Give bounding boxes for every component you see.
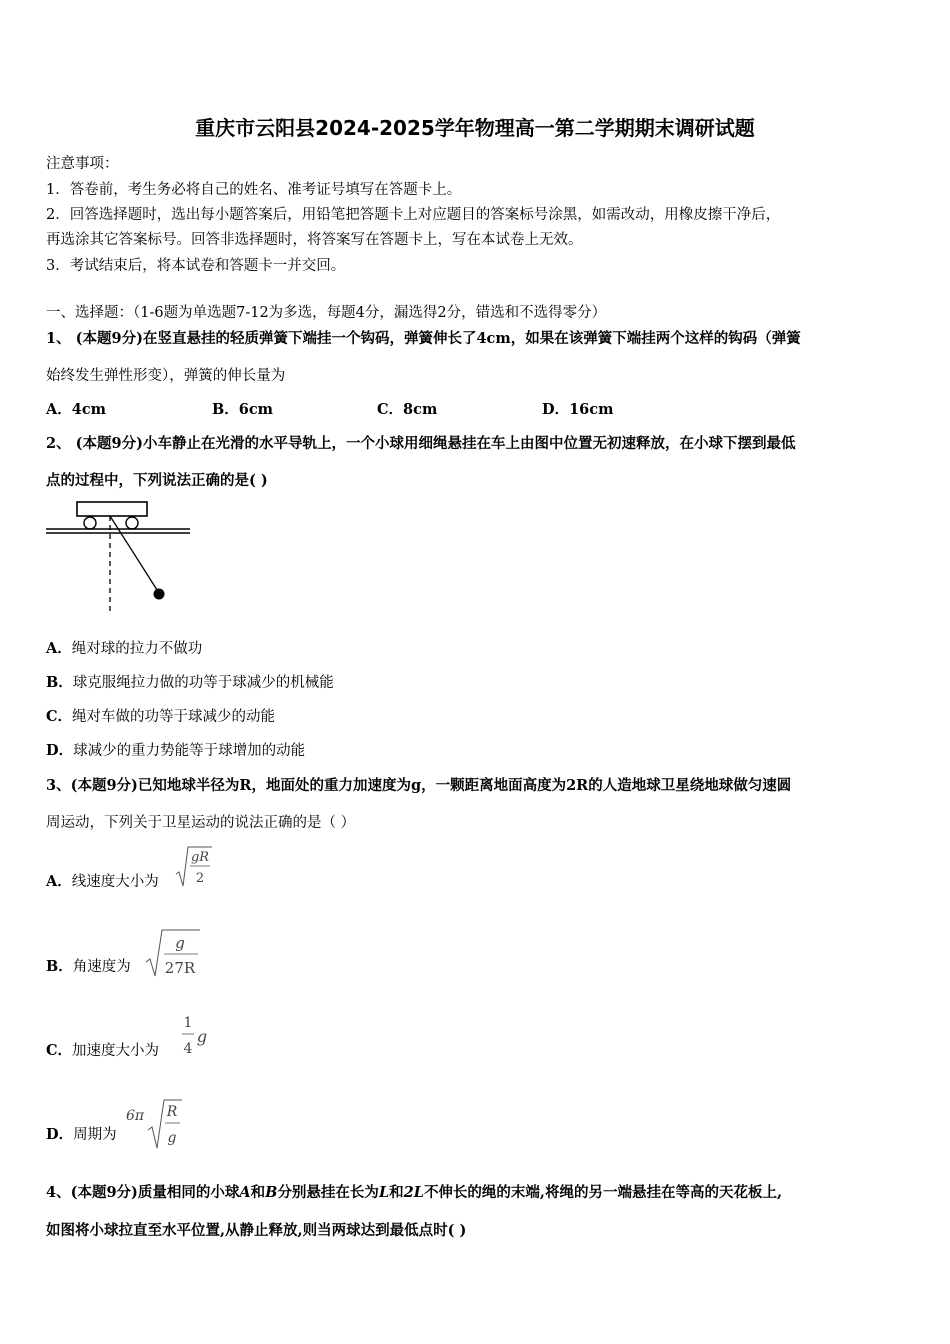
cart-body: [77, 502, 147, 516]
formula-sqrt-gR-over-2: [174, 844, 214, 890]
q1-option-b: B．6cm: [212, 401, 274, 418]
notice-item: 再选涂其它答案标号。回答非选择题时，将答案写在答题卡上，写在本试卷上无效。: [46, 232, 583, 248]
coefficient: 6π: [126, 1108, 145, 1124]
question-2-line2: 点的过程中，下列说法正确的是( ): [46, 472, 268, 489]
question-2-line1: 2、 (本题9分)小车静止在光滑的水平导轨上，一个小球用细绳悬挂在车上由图中位置无初速释放，在小球下摆到最低: [46, 435, 796, 452]
cart-wheel: [126, 517, 138, 529]
page-title: 重庆市云阳县2024-2025学年物理高一第二学期期末调研试题: [195, 116, 755, 140]
notice-item: 3．考试结束后，将本试卷和答题卡一并交回。: [46, 258, 346, 274]
q3-option-b: B．角速度为: [46, 958, 131, 975]
denominator: 27R: [164, 959, 196, 977]
g-symbol: g: [196, 1027, 208, 1046]
q1-option-a: A．4cm: [46, 401, 107, 418]
q2-option-a: A．绳对球的拉力不做功: [46, 640, 203, 657]
numerator: 1: [183, 1015, 193, 1031]
numerator: g: [175, 934, 185, 952]
notice-item: 2．回答选择题时，选出每小题答案后，用铅笔把答题卡上对应题目的答案标号涂黑，如需改动，用橡皮擦干净后，: [46, 207, 781, 223]
q3-option-a: A．线速度大小为: [46, 873, 159, 890]
q2-option-c: C．绳对车做的功等于球减少的动能: [46, 708, 276, 725]
string: [110, 516, 159, 593]
q1-option-c: C．8cm: [377, 401, 438, 418]
numerator: gR: [190, 850, 210, 865]
formula-6pi-sqrt-R-over-g: [124, 1096, 184, 1152]
q3-option-d: D．周期为: [46, 1126, 117, 1143]
denominator: 2: [195, 871, 205, 886]
q1-option-d: D．16cm: [542, 401, 614, 418]
question-3-line1: 3、(本题9分)已知地球半径为R，地面处的重力加速度为g，一颗距离地面高度为2R的人造地球卫星绕地球做匀速圆: [46, 777, 792, 794]
cart-pendulum-figure: [44, 498, 194, 618]
q3-option-c: C．加速度大小为: [46, 1042, 160, 1059]
question-1-line2: 始终发生弹性形变），弹簧的伸长量为: [46, 368, 286, 384]
section-heading: 一、选择题：（1-6题为单选题7-12为多选，每题4分，漏选得2分，错选和不选得零分）: [46, 305, 607, 321]
numerator: R: [166, 1104, 178, 1120]
notice-item: 1．答卷前，考生务必将自己的姓名、准考证号填写在答题卡上。: [46, 182, 462, 198]
question-4-line1: 4、(本题9分)质量相同的小球A和B分别悬挂在长为L和2L不伸长的绳的末端,将绳的另一端悬挂在等高的天花板上,: [46, 1184, 783, 1201]
formula-quarter-g: [178, 1010, 212, 1060]
denominator: g: [167, 1130, 177, 1146]
notice-heading: 注意事项：: [46, 156, 119, 172]
question-4-line2: 如图将小球拉直至水平位置,从静止释放,则当两球达到最低点时( ): [46, 1222, 467, 1239]
q2-option-b: B．球克服绳拉力做的功等于球减少的机械能: [46, 674, 334, 691]
formula-sqrt-g-over-27R: [144, 926, 202, 980]
question-3-line2: 周运动，下列关于卫星运动的说法正确的是（ ）: [46, 815, 356, 831]
denominator: 4: [183, 1041, 193, 1057]
cart-wheel: [84, 517, 96, 529]
question-1-line1: 1、 (本题9分)在竖直悬挂的轻质弹簧下端挂一个钩码，弹簧伸长了4cm，如果在该弹簧下端挂两个这样的钩码（弹簧: [46, 330, 801, 347]
ball: [154, 589, 165, 600]
q2-option-d: D．球减少的重力势能等于球增加的动能: [46, 742, 306, 759]
